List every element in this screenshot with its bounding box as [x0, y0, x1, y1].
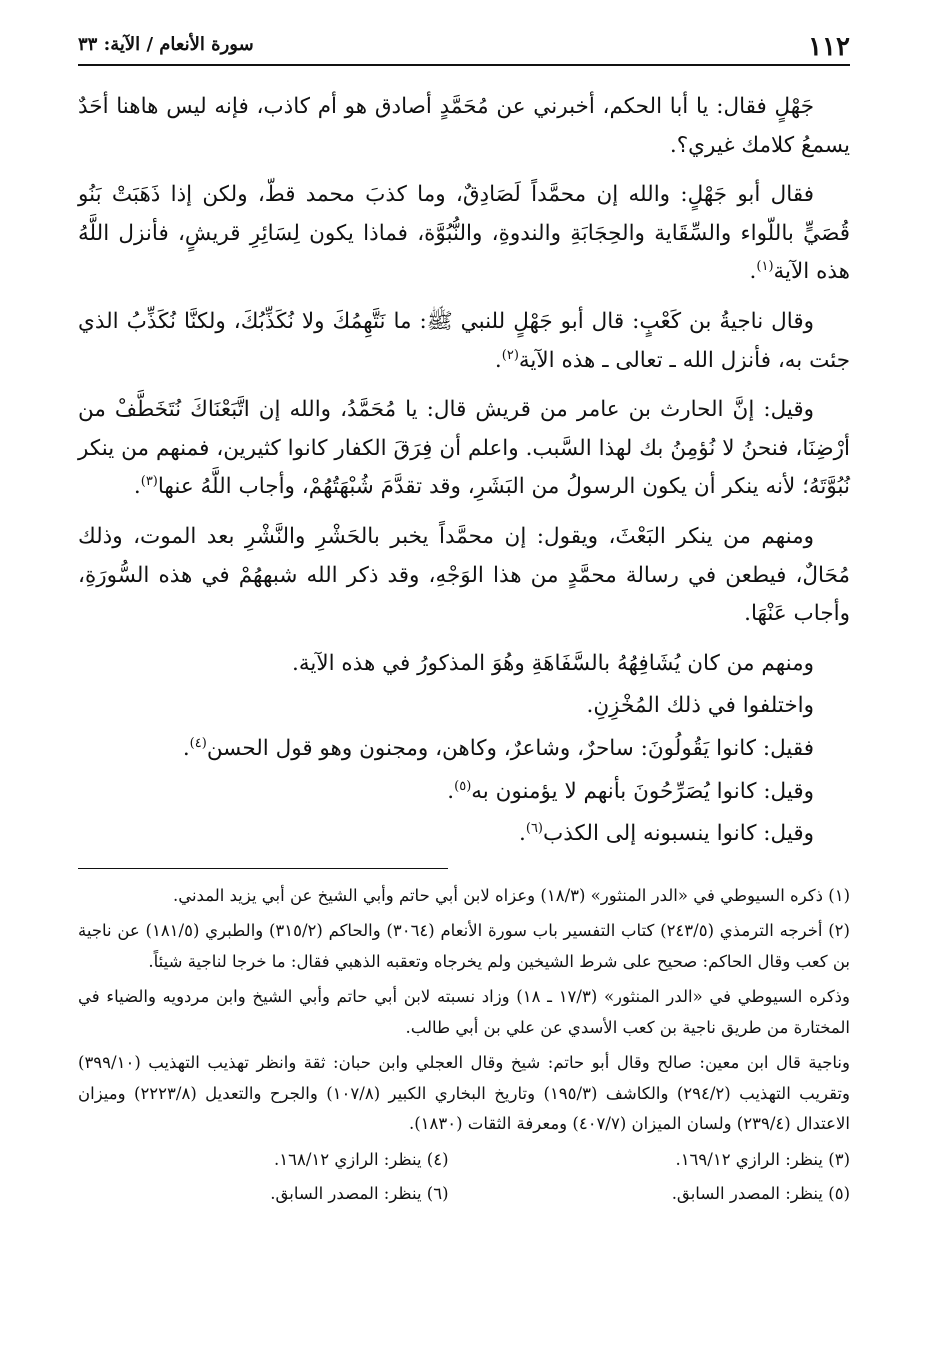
- footnote-2-continued: وذكره السيوطي في «الدر المنثور» (١٧/٣ ـ ١٨) وزاد نسبته لابن أبي حاتم وأبي الشيخ وابن مردويه والضياء في المختارة من طريق ناجية بن كعب الأسدي عن علي بن أبي طالب.: [78, 987, 850, 1037]
- page-header: [78, 30, 850, 66]
- footnote-4: (٤) ينظر: الرازي ١٦٨/١٢.: [273, 1149, 449, 1169]
- paragraph: وقيل: كانوا يُصَرِّحُونَ بأنهم لا يؤمنون به$^{(٥)}$.: [447, 778, 814, 804]
- paragraph: وقيل: كانوا ينسبونه إلى الكذب$^{(٦)}$.: [519, 820, 814, 847]
- main-text: [78, 88, 850, 854]
- paragraph: وقيل: إنَّ الحارث بن عامر من قريش قال: يا مُحَمَّدُ، والله إن اتَّبَعْنَاكَ نُتَخَطَّفْ من أرْضِنَا، فنحنُ لا نُؤمِنُ بك لهذا السَّبب. واعلم أن فِرَقَ الكفار كانوا كثيرين، فمنهم من ينكر نُبُوَّتَهُ؛ لأنه ينكر أن يكون الرسولُ من البَشَرِ، وقد تقدَّمَ شُبْهَتُهُمْ، وأجاب اللَّهُ عنها$^{(٣)}$.: [78, 397, 850, 500]
- paragraph: ومنهم من كان يُشَافِهُهُ بالسَّفَاهَةِ وهُوَ المذكورُ في هذه الآية.: [291, 650, 814, 676]
- paragraph: ومنهم من ينكر البَعْثَ، ويقول: إن محمَّداً يخبر بالحَشْرِ والنَّشْرِ بعد الموت، وذلك مُحَالٌ، فيطعن في رسالة محمَّدٍ من هذا الوَجْهِ، وقد ذكر الله شبههُمْ في هذه السُّورَةِ، وأجاب عَنْهَا.: [78, 523, 850, 627]
- footnotes: [78, 881, 850, 1210]
- footnote-ref: (٢): [501, 347, 519, 363]
- footnote-ref: (٣): [140, 474, 158, 490]
- footnote-2-continued: وناجية قال ابن معين: صالح وقال أبو حاتم: شيخ وقال العجلي وابن حبان: ثقة وانظر تهذيب التهذيب (٣٩٩/١٠) وتقريب التهذيب (٢٩٤/٢) والكاشف (١٩٥/٣) وتاريخ البخاري الكبير (١٠٧/٨) والجرح والتعديل (٢٢٢٣/٨) وميزان الاعتدال (٢٣٩/٤) ولسان الميزان (٤٠٧/٧) ومعرفة الثقات (١٨٣٠).: [78, 1053, 850, 1134]
- footnote-row: [78, 1179, 850, 1210]
- paragraph: جَهْلٍ فقال: يا أبا الحكم، أخبرني عن مُحَمَّدٍ أصادق هو أم كاذب، فإنه ليس هاهنا أحَدٌ يسمعُ كلامك غيري؟.: [78, 94, 850, 158]
- footnote-2: (٢) أخرجه الترمذي (٢٤٣/٥) كتاب التفسير باب سورة الأنعام (٣٠٦٤) والحاكم (٣١٥/٢) والطبري (١٨١/٥) عن ناجية بن كعب وقال الحاكم: صحيح على شرط الشيخين ولم يخرجاه وتعقبه الذهبي فقال: ما خرجا لناجية شيئاً.: [78, 921, 850, 971]
- paragraph: واختلفوا في ذلك المُخْزِنِ.: [586, 693, 814, 719]
- page-number: ١١٢: [808, 32, 850, 62]
- footnote-ref: (١): [756, 259, 774, 275]
- footnote-ref: (٥): [454, 778, 472, 794]
- document-page: [78, 30, 850, 1210]
- footnote-row: [78, 1145, 850, 1176]
- footnote-ref: (٤): [189, 735, 207, 751]
- paragraph: فقال أبو جَهْلٍ: والله إن محمَّداً لَصَادِقٌ، وما كذبَ محمد قطّ، ولكن إذا ذَهَبَتْ بَنُو قُصَيٍّ باللّواء والسِّقَاية والحِجَابَةِ والندوةِ، والنُّبُوَّة، فماذا يكون لِسَائِرِ قريشٍ، فأنزل اللَّهُ هذه الآية$^{(١)}$.: [78, 182, 850, 285]
- paragraph: فقيل: كانوا يَقُولُونَ: ساحرٌ، وشاعرٌ، وكاهن، ومجنون وهو قول الحسن$^{(٤)}$.: [182, 735, 814, 761]
- running-title: سورة الأنعام / الآية: ٣٣: [78, 34, 254, 55]
- footnote-6: (٦) ينظر: المصدر السابق.: [270, 1184, 449, 1204]
- footnote-ref: (٦): [525, 820, 543, 836]
- footnote-separator: [78, 868, 448, 869]
- footnote-5: (٥) ينظر: المصدر السابق.: [671, 1184, 850, 1204]
- paragraph: وقال ناجيةُ بن كَعْبٍ: قال أبو جَهْلٍ للنبي ﷺ: ما نَتَّهِمُكَ ولا نُكَذِّبُكَ، ولكنَّا نُكَذِّبُ الذي جئت به، فأنزل الله ـ تعالى ـ هذه الآية$^{(٢)}$.: [78, 308, 850, 373]
- footnote-3: (٣) ينظر: الرازي ١٦٩/١٢.: [675, 1149, 850, 1169]
- footnote-1: (١) ذكره السيوطي في «الدر المنثور» (١٨/٣) وعزاه لابن أبي حاتم وأبي الشيخ عن أبي يزيد المدني.: [172, 885, 850, 905]
